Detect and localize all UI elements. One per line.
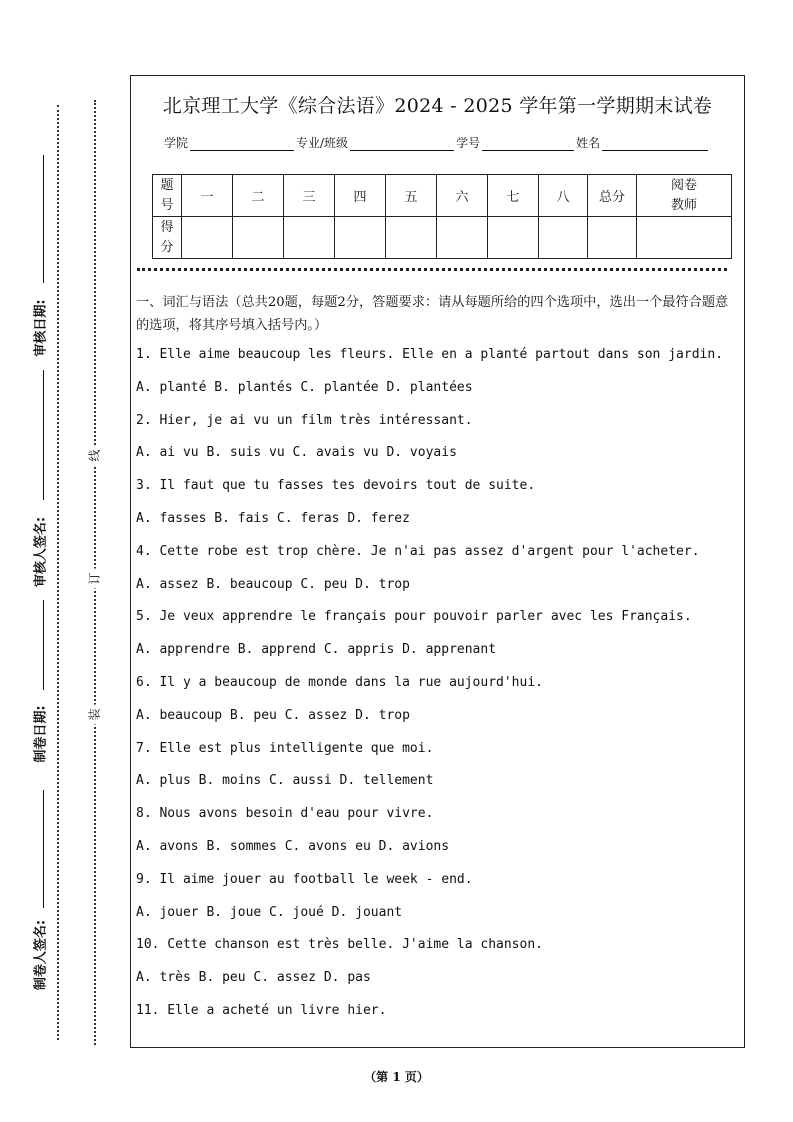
options-3: A. fasses B. fais C. feras D. ferez xyxy=(136,510,410,526)
score-cell[interactable] xyxy=(182,217,233,259)
score-cell[interactable] xyxy=(539,217,588,259)
score-cell[interactable] xyxy=(335,217,386,259)
col-7: 七 xyxy=(488,175,539,217)
question-2: 2. Hier, je ai vu un film très intéressant. xyxy=(136,412,473,428)
score-row-header: 得分 xyxy=(153,217,182,259)
col-5: 五 xyxy=(386,175,437,217)
binding-mark-ding: 订 xyxy=(86,569,103,589)
reviewer-signature-line xyxy=(43,370,44,500)
compile-date-line xyxy=(43,600,44,690)
options-7: A. plus B. moins C. aussi D. tellement xyxy=(136,773,434,789)
question-11: 11. Elle a acheté un livre hier. xyxy=(136,1002,387,1018)
review-date-line xyxy=(43,155,44,283)
college-field[interactable] xyxy=(190,138,294,151)
student-id-label: 学号 xyxy=(456,136,481,150)
major-label: 专业/班级 xyxy=(296,136,349,150)
options-6: A. beaucoup B. peu C. assez D. trop xyxy=(136,707,410,723)
col-3: 三 xyxy=(284,175,335,217)
question-section xyxy=(136,291,741,1034)
question-8: 8. Nous avons besoin d'eau pour vivre. xyxy=(136,806,434,822)
reviewer-cell[interactable] xyxy=(637,217,732,259)
score-cell[interactable] xyxy=(488,217,539,259)
score-cell[interactable] xyxy=(233,217,284,259)
exam-frame xyxy=(130,75,745,1048)
score-cell[interactable] xyxy=(386,217,437,259)
major-field[interactable] xyxy=(350,138,454,151)
exam-title: 北京理工大学《综合法语》2024 - 2025 学年第一学期期末试卷 xyxy=(162,95,713,117)
student-info-row xyxy=(164,134,710,151)
score-cell[interactable] xyxy=(284,217,335,259)
page-number: （第 1 页） xyxy=(364,1070,429,1084)
student-id-field[interactable] xyxy=(482,138,574,151)
reviewer-signature-label: 审核人签名: xyxy=(33,516,49,588)
options-5: A. apprendre B. apprend C. appris D. apprenant xyxy=(136,642,497,658)
col-8: 八 xyxy=(539,175,588,217)
name-field[interactable] xyxy=(602,138,708,151)
score-cell-total[interactable] xyxy=(588,217,637,259)
question-9: 9. Il aime jouer au football le week - end. xyxy=(136,871,473,887)
options-10: A. très B. peu C. assez D. pas xyxy=(136,970,371,986)
compiler-signature-line xyxy=(43,790,44,908)
compiler-signature-label: 制卷人签名: xyxy=(33,919,49,991)
score-table-header-row xyxy=(153,175,732,217)
review-date-label: 审核日期: xyxy=(33,299,49,357)
col-1: 一 xyxy=(182,175,233,217)
score-table xyxy=(152,174,732,259)
col-4: 四 xyxy=(335,175,386,217)
section-instructions: 一、词汇与语法（总共20题，每题2分，答题要求：请从每题所给的四个选项中，选出一个最符合题意的选项，将其序号填入括号内。） xyxy=(136,295,729,333)
question-7: 7. Elle est plus intelligente que moi. xyxy=(136,740,434,756)
margin-dotted-line xyxy=(57,105,59,1040)
question-1: 1. Elle aime beaucoup les fleurs. Elle en a planté partout dans son jardin. xyxy=(136,347,723,362)
question-4: 4. Cette robe est trop chère. Je n'ai pas assez d'argent pour l'acheter. xyxy=(136,543,700,559)
question-6: 6. Il y a beaucoup de monde dans la rue aujourd'hui. xyxy=(136,674,543,690)
question-5: 5. Je veux apprendre le français pour pouvoir parler avec les Français. xyxy=(136,609,692,625)
college-label: 学院 xyxy=(164,136,189,150)
options-8: A. avons B. sommes C. avons eu D. avions xyxy=(136,838,450,854)
score-table-score-row xyxy=(153,217,732,259)
options-2: A. ai vu B. suis vu C. avais vu D. voyais xyxy=(136,445,457,461)
reviewer-header: 阅卷教师 xyxy=(637,175,732,217)
options-4: A. assez B. beaucoup C. peu D. trop xyxy=(136,576,410,592)
question-number-header: 题号 xyxy=(153,175,182,217)
dotted-separator xyxy=(137,268,727,271)
question-10: 10. Cette chanson est très belle. J'aime la chanson. xyxy=(136,937,543,953)
options-9: A. jouer B. joue C. joué D. jouant xyxy=(136,904,403,920)
question-3: 3. Il faut que tu fasses tes devoirs tout de suite. xyxy=(136,478,536,494)
name-label: 姓名 xyxy=(576,136,601,150)
options-1: A. planté B. plantés C. plantée D. plantées xyxy=(136,379,473,395)
col-6: 六 xyxy=(437,175,488,217)
binding-mark-zhuang: 装 xyxy=(86,705,103,725)
score-cell[interactable] xyxy=(437,217,488,259)
col-2: 二 xyxy=(233,175,284,217)
binding-mark-xian: 线 xyxy=(86,446,103,466)
col-total: 总分 xyxy=(588,175,637,217)
compile-date-label: 制卷日期: xyxy=(33,705,49,763)
